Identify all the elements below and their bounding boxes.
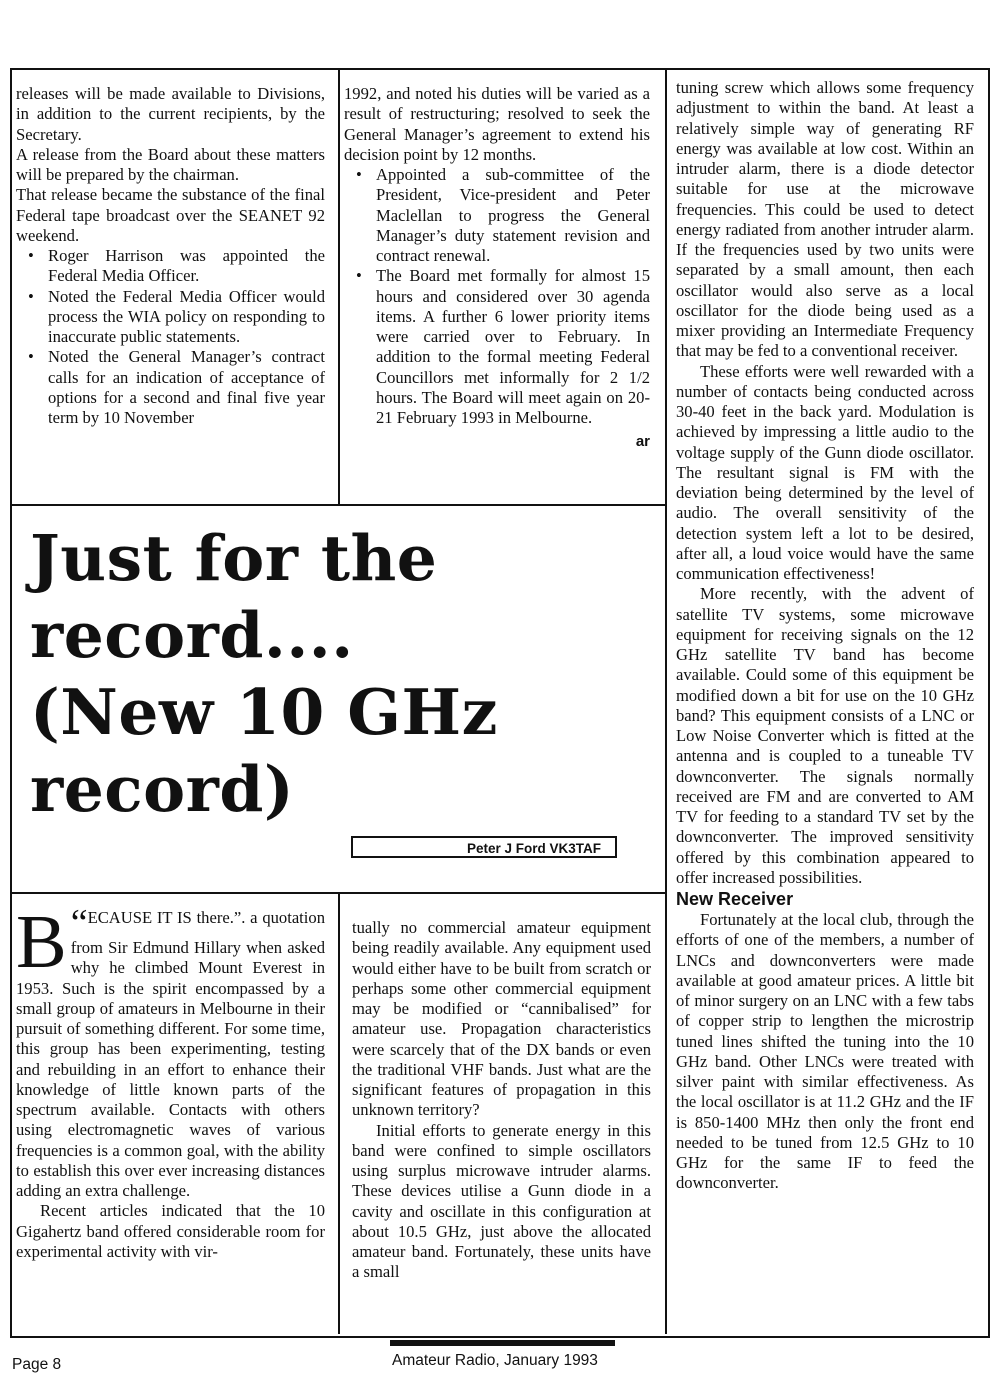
paragraph: Recent articles indicated that the 10 Gigahertz band offered considerable room for experimental activity with vir-: [16, 1201, 325, 1261]
title-line: record): [30, 752, 295, 826]
paragraph: These efforts were well rewarded with a number of contacts being conducted across 30-40 feet in the back yard. Modulation is achieved by impressing a little audio to the voltage supply of the Gunn diode oscillator. The resultant signal is FM with the deviation being determined by the level of audio. The overall sensitivity of the detection system left a lot to be desired, after all, a loud voice would have the same communication effectiveness!: [676, 361, 974, 583]
column-rule: [338, 70, 340, 506]
paragraph: 1992, and noted his duties will be varied as a result of restructuring; resolved to seek the General Manager’s agreement to extend his decision point by 12 months.: [344, 84, 650, 164]
article-column-2: [352, 918, 651, 1283]
byline: Peter J Ford VK3TAF: [351, 836, 617, 858]
bullet-item: • Roger Harrison was appointed the Federal Media Officer.: [16, 246, 325, 287]
minutes-column-2: [344, 84, 650, 453]
paragraph: More recently, with the advent of satellite TV systems, some microwave equipment for receiving signals on the 12 GHz satellite TV band has become available. Could some of this equipment be modified down a bit for use on the 10 GHz band? This equipment consists of a LNC or Low Noise Converter which is fitted at the antenna and is coupled to a tuneable TV downconverter. The signals normally received are FM and are converted to AM TV for feeding to a standard TV set by the downconverter. The improved sensitivity offered by this combination appeared to offer increased possibilities.: [676, 584, 974, 887]
paragraph: releases will be made available to Divisions, in addition to the current recipients, by the Secretary.: [16, 84, 325, 144]
bullet-item: • Noted the Federal Media Officer would process the WIA policy on responding to inaccurate public statements.: [16, 287, 325, 348]
paragraph: Initial efforts to generate energy in this band were confined to simple oscillators using surplus microwave intruder alarms. These devices utilise a Gunn diode in a cavity and oscillate in this configuration at about 10.5 GHz, just above the allocated amateur band. Fortunately, these units have a small: [352, 1120, 651, 1282]
footer-bar: [390, 1340, 615, 1346]
title-line: (New 10 GHz: [30, 675, 498, 749]
paragraph: tually no commercial amateur equipment being readily available. Any equipment used would either have to be built from scratch or perhaps some other commercial equipment may be modified or “cannibalised” for amateur use. Propagation characteristics were scarcely that of the DX bands or even the traditional VHF bands. Just what are the significant features of propagation in this unknown territory?: [352, 918, 651, 1120]
article-title: [30, 520, 610, 828]
paragraph: Fortunately at the local club, through the efforts of one of the members, a number of LNCs and downconverters were made available at good amateur prices. A little bit of minor surgery on an LNC with a few tabs of copper strip to lengthen the microstrip tuned lines shifted the tuning into the 10 GHz band. Other LNCs were treated with silver paint with similar effectiveness. As the local oscillator is at 11.2 GHz and the IF is 850-1400 MHz then only the front end needed to be tuned from 12.5 GHz to 10 GHz for the same IF to feed the downconverter.: [676, 910, 974, 1193]
paragraph: tuning screw which allows some frequency adjustment to within the band. At least a relatively simple way of generating RF energy was available at low cost. Within an intruder alarm, there is a diode detector suitable for use at the microwave frequencies. This could be used to detect energy radiated from another intruder alarm. If the frequencies used by two units were separated by a small amount, then each oscillator would also serve as a local oscillator for the diode being used as a mixer providing an Intermediate Frequency that may be fed to a conventional receiver.: [676, 78, 974, 361]
bullet-item: • The Board met formally for almost 15 hours and considered over 30 agenda items. A further 6 lower priority items were carried over to February. In addition to the formal meeting Federal Councillors met informally for 2 1/2 hours. The Board will meet again on 20-21 February 1993 in Melbourne.: [344, 266, 650, 428]
bullet-item: • Appointed a sub-committee of the President, Vice-president and Peter Maclellan to progress the General Manager’s duty statement revision and contract renewal.: [344, 165, 650, 266]
publication-line: Amateur Radio, January 1993: [392, 1352, 598, 1369]
section-rule: [12, 504, 667, 506]
bullet-item: • Noted the General Manager’s contract calls for an indication of acceptance of options for a second and final five year term by 10 November: [16, 347, 325, 428]
paragraph: That release became the substance of the final Federal tape broadcast over the SEANET 92 weekend.: [16, 185, 325, 245]
column-rule: [665, 70, 667, 1334]
drop-cap: B: [16, 900, 67, 984]
title-line: Just for the: [30, 521, 438, 595]
article-column-1: [16, 900, 325, 1262]
article-column-3: [676, 78, 974, 1194]
end-mark: ar: [635, 433, 650, 451]
subheading: New Receiver: [676, 889, 794, 909]
column-rule: [338, 894, 340, 1334]
open-quote: “: [70, 902, 88, 944]
minutes-column-1: [16, 84, 325, 428]
title-line: record....: [30, 598, 354, 672]
paragraph: A release from the Board about these matters will be prepared by the chairman.: [16, 144, 325, 184]
page-number: Page 8: [12, 1356, 62, 1373]
lead-paragraph: ECAUSE IT IS there.”. a quotation from Sir Edmund Hillary when asked why he climbed Mount Everest in 1953. Such is the spirit encompassed by a small group of amateurs in Melbourne in their pursuit of something different. For some time, this group has been experimenting, testing and rebuilding in an effort to enhance their knowledge of little known parts of the spectrum available. Contacts with others using electromagnetic waves of various frequencies is a common goal, with the ability to establish this over ever increasing distances adding an extra challenge.: [16, 908, 325, 1200]
